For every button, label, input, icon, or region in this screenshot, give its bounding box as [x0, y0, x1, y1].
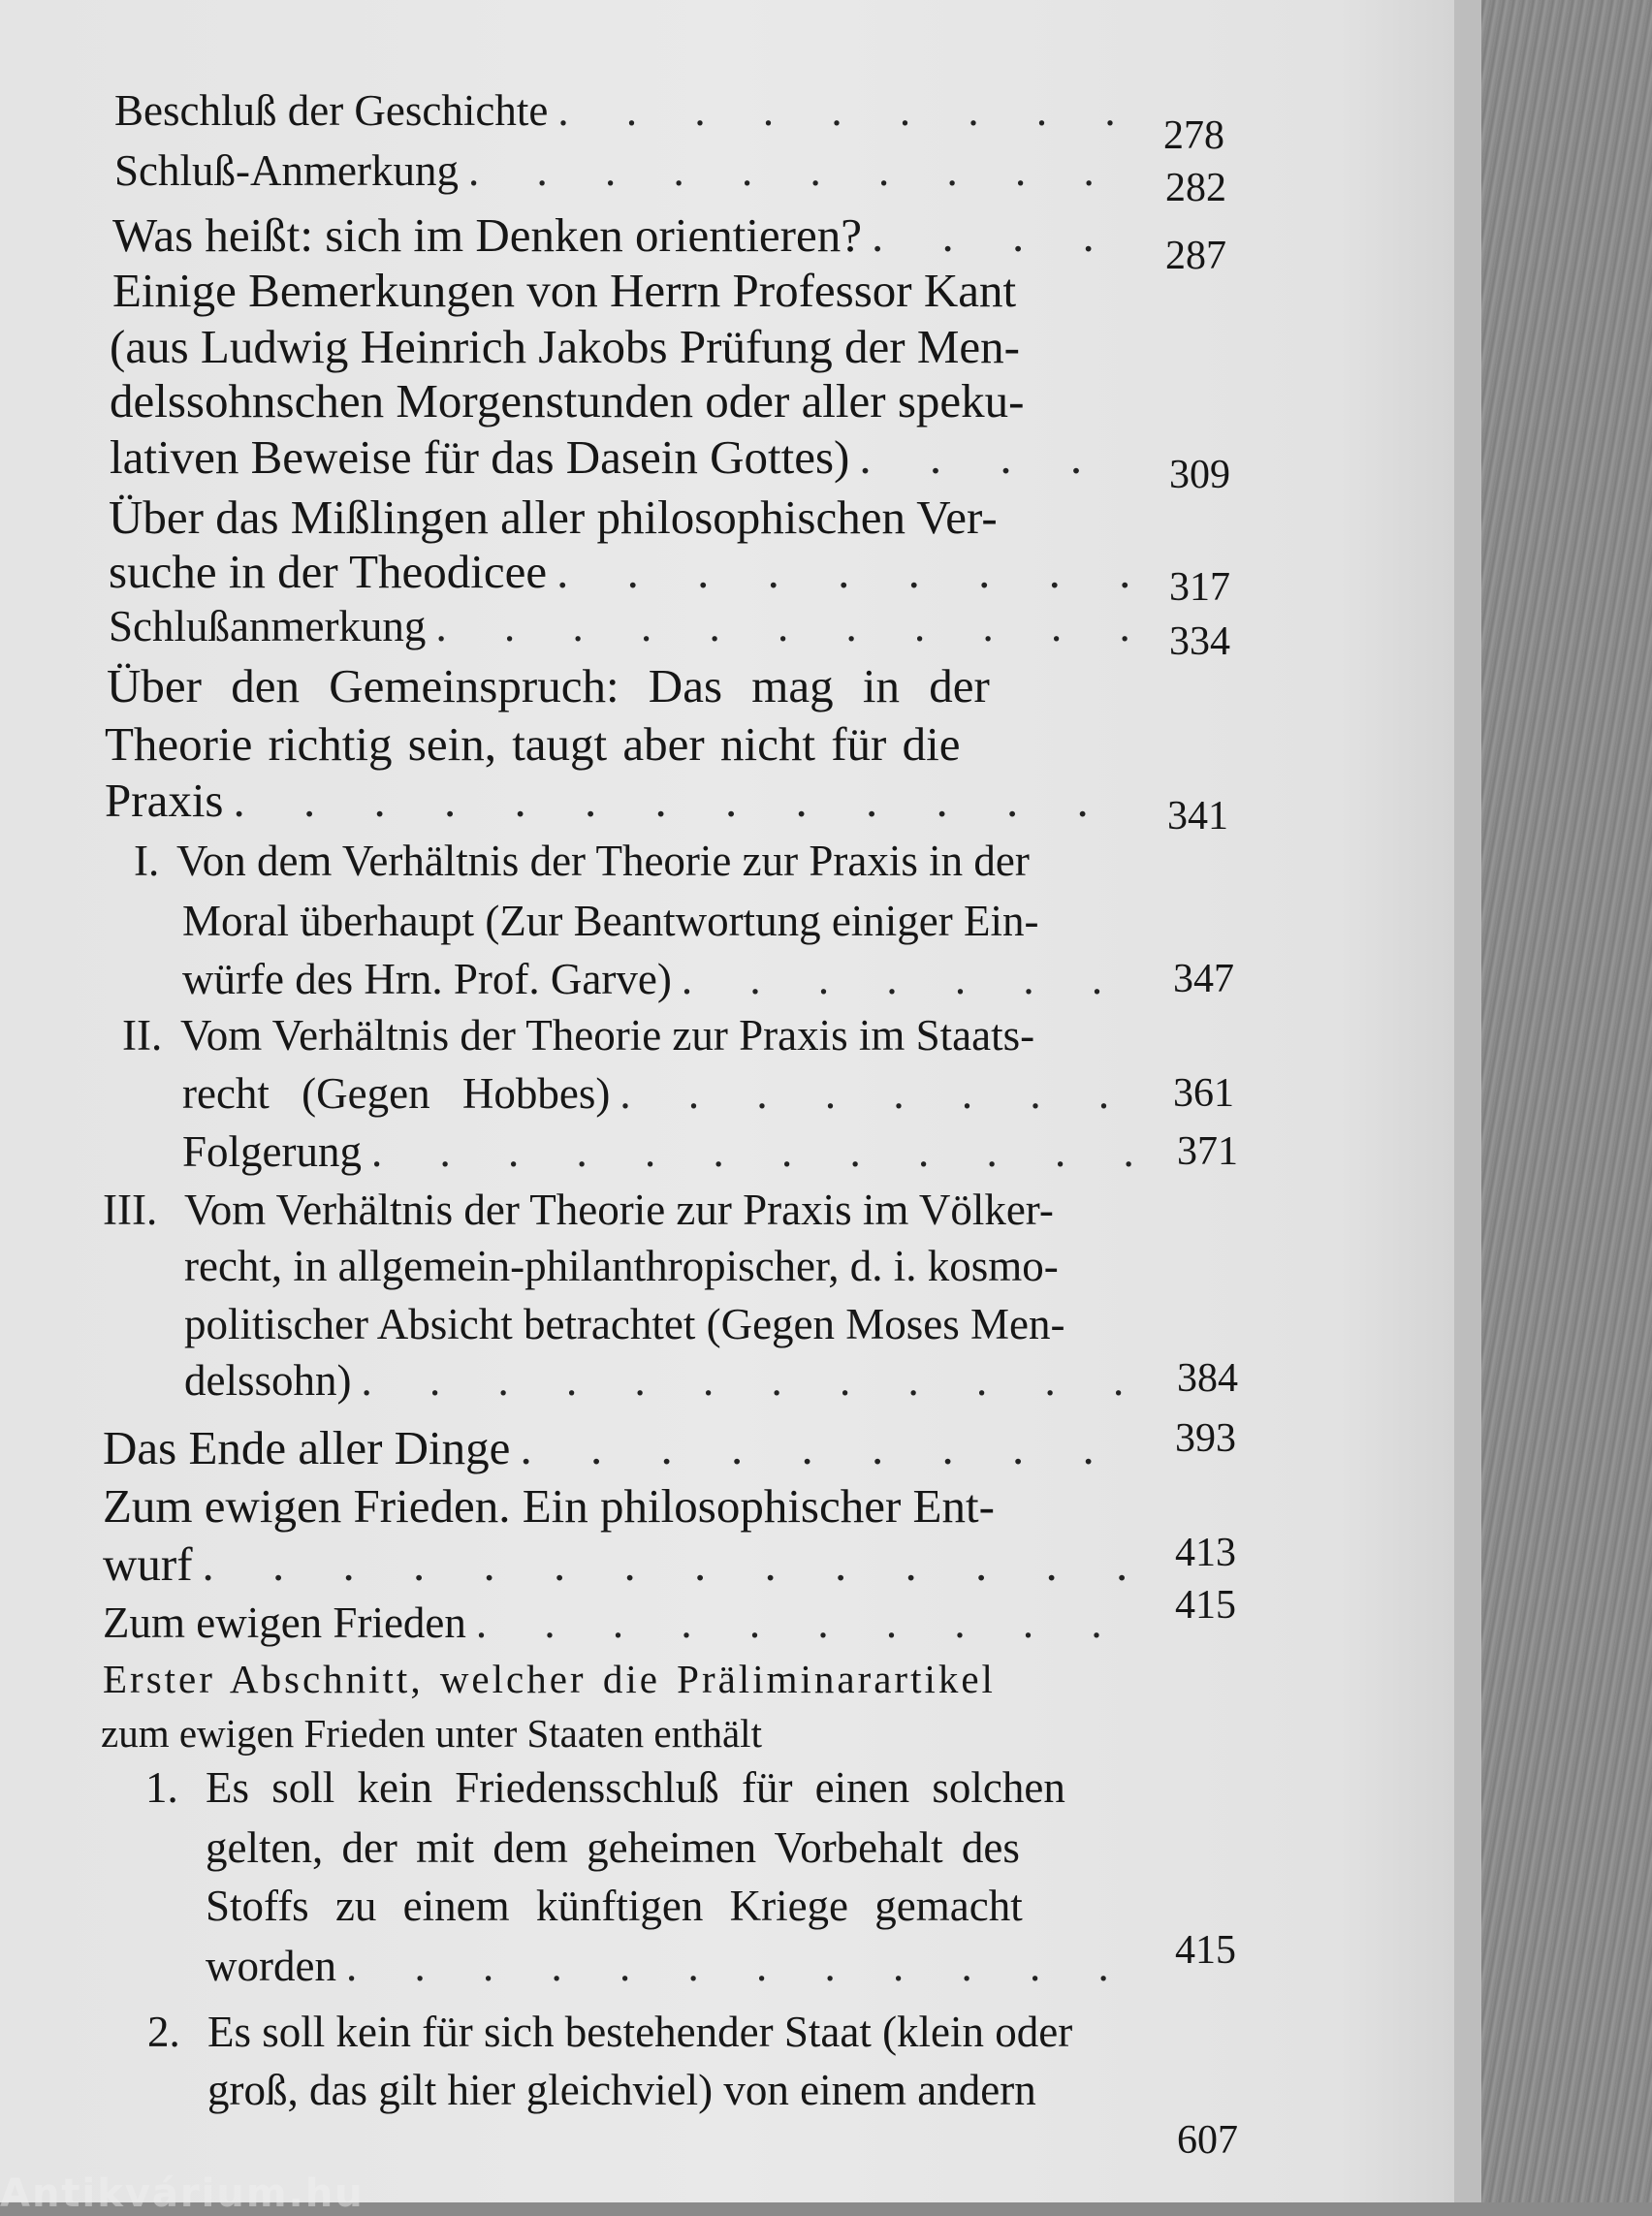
entry-title-line: delssohnschen Morgenstunden oder aller speku-: [110, 374, 1025, 427]
entry-title-line: Praxis: [105, 774, 224, 827]
dot-leader: [872, 208, 1132, 263]
entry-title-line: groß, das gilt hier gleichviel) von einem andern: [207, 2066, 1036, 2114]
entry-title-line: Vom Verhältnis der Theorie zur Praxis im Staats-: [180, 1011, 1035, 1060]
dot-leader: [556, 545, 1134, 599]
dot-leader: [520, 1421, 1136, 1475]
page-ref: 384: [1177, 1356, 1238, 1401]
page-ref: 361: [1173, 1071, 1234, 1116]
entry-title-line: suche in der Theodicee: [109, 545, 548, 598]
page-ref: 415: [1175, 1928, 1236, 1973]
entry-title-line: Stoffs zu einem künftigen Kriege gemacht: [206, 1882, 1023, 1930]
dot-leader: [234, 774, 1133, 828]
page-ref: 341: [1167, 794, 1228, 839]
dot-leader: [362, 1355, 1135, 1406]
entry-title-line: wurf: [103, 1537, 193, 1591]
entry-title: Zum ewigen Frieden: [103, 1599, 466, 1647]
entry-title-line: gelten, der mit dem geheimen Vorbehalt des: [206, 1823, 1020, 1872]
dot-leader: [435, 601, 1134, 651]
dot-leader: [557, 85, 1132, 136]
entry-title-line: worden: [206, 1942, 336, 1990]
dot-leader: [682, 954, 1134, 1004]
entry-title-line: Über das Mißlingen aller philosophischen Ver-: [109, 491, 998, 544]
section-numeral: I.: [134, 837, 160, 885]
entry-title-line: politischer Absicht betrachtet (Gegen Moses Men-: [184, 1300, 1065, 1348]
book-spine: [1481, 0, 1652, 2202]
page-number: 607: [1177, 2118, 1238, 2163]
page-ref: 347: [1173, 957, 1234, 1001]
page-gutter: [1454, 0, 1481, 2202]
page-ref: 278: [1163, 113, 1224, 158]
entry-title-line: Moral überhaupt (Zur Beantwortung einiger Ein-: [182, 897, 1039, 945]
entry-title: Was heißt: sich im Denken orientieren?: [112, 208, 862, 262]
entry-title-line: delssohn): [184, 1356, 352, 1405]
dot-leader: [476, 1598, 1136, 1648]
page-ref: 393: [1175, 1416, 1236, 1461]
page-ref: 317: [1169, 565, 1230, 610]
page-ref: 415: [1175, 1583, 1236, 1628]
page-ref: 413: [1175, 1531, 1236, 1575]
page-ref: 371: [1177, 1129, 1238, 1174]
entry-title-line: lativen Beweise für das Dasein Gottes): [110, 430, 850, 484]
entry-title-line: Erster Abschnitt, welcher die Präliminarartikel: [103, 1657, 996, 1701]
entry-title-line: zum ewigen Frieden unter Staaten enthält: [101, 1711, 762, 1756]
entry-title-line: Von dem Verhältnis der Theorie zur Praxis in der: [176, 837, 1030, 885]
article-number: 2.: [147, 2008, 180, 2056]
entry-title-line: Einige Bemerkungen von Herrn Professor Kant: [112, 264, 1017, 317]
entry-title: Schlußanmerkung: [109, 602, 427, 650]
dot-leader: [468, 145, 1132, 196]
entry-title: Das Ende aller Dinge: [103, 1421, 511, 1474]
entry-title-line: recht, in allgemein-philanthropischer, d. i. kosmo-: [184, 1242, 1059, 1290]
dot-leader: [371, 1126, 1134, 1177]
dot-leader: [346, 1941, 1136, 1991]
article-number: 1.: [145, 1763, 178, 1812]
page-ref: 309: [1169, 453, 1230, 497]
entry-title-line: (aus Ludwig Heinrich Jakobs Prüfung der Men-: [110, 320, 1020, 373]
page-ref: 282: [1165, 166, 1226, 210]
entry-title-line: würfe des Hrn. Prof. Garve): [182, 955, 672, 1003]
section-numeral: II.: [122, 1011, 163, 1060]
dot-leader: [620, 1068, 1134, 1119]
entry-title-line: Zum ewigen Frieden. Ein philosophischer Ent-: [103, 1479, 995, 1533]
entry-title-line: recht (Gegen Hobbes): [182, 1069, 611, 1118]
entry-title: Schluß-Anmerkung: [114, 146, 459, 195]
entry-title-line: Es soll kein Friedensschluß für einen solchen: [206, 1763, 1065, 1812]
entry-title-line: Vom Verhältnis der Theorie zur Praxis im Völker-: [184, 1186, 1054, 1234]
section-numeral: III.: [103, 1186, 158, 1234]
dot-leader: [859, 430, 1132, 485]
dot-leader: [203, 1537, 1136, 1592]
entry-title-line: Über den Gemeinspruch: Das mag in der: [107, 659, 990, 712]
page-ref: 334: [1169, 619, 1230, 664]
page-ref: 287: [1165, 234, 1226, 278]
entry-title-line: Es soll kein für sich bestehender Staat (klein oder: [207, 2008, 1073, 2056]
watermark: Antikvárium.hu: [0, 2171, 365, 2216]
entry-title: Folgerung: [182, 1127, 362, 1176]
entry-title: Beschluß der Geschichte: [114, 86, 549, 135]
entry-title-line: Theorie richtig sein, taugt aber nicht für die: [105, 717, 961, 771]
